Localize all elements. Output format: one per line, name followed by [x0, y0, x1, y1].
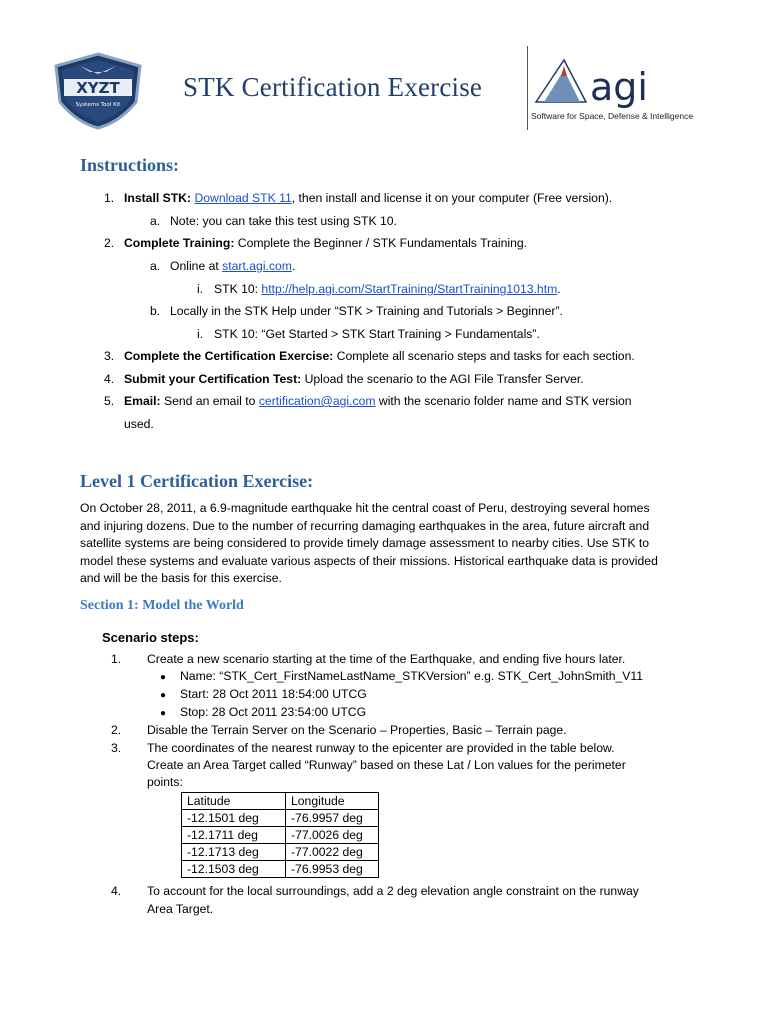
- svg-text:Systems Tool Kit: Systems Tool Kit: [75, 102, 121, 108]
- list-number: 1.: [104, 191, 115, 205]
- list-number: i.: [197, 327, 204, 341]
- bullet-icon: ●: [160, 708, 167, 719]
- item-bold-label: Submit your Certification Test:: [124, 372, 302, 386]
- table-row: [182, 861, 379, 878]
- table-row: [182, 827, 379, 844]
- svg-text:agi: agi: [590, 65, 648, 109]
- scenario-step-continuation: Create an Area Target called “Runway” based on these Lat / Lon values for the perimeter: [147, 758, 626, 772]
- table-cell: -76.9957 deg: [286, 810, 379, 827]
- list-item: [124, 235, 527, 252]
- table-cell: -76.9953 deg: [286, 861, 379, 878]
- table-cell: -77.0022 deg: [286, 844, 379, 861]
- item-text: Upload the scenario to the AGI File Transfer Server.: [301, 372, 584, 386]
- list-number: 4.: [104, 372, 115, 386]
- bullet-icon: ●: [160, 690, 167, 701]
- bullet-icon: ●: [160, 672, 167, 683]
- paragraph-line: and will be the basis for this exercise.: [80, 571, 282, 585]
- table-cell: -12.1713 deg: [182, 844, 286, 861]
- download-stk-link[interactable]: Download STK 11: [194, 191, 292, 205]
- step-number: 2.: [111, 723, 122, 737]
- table-header: Latitude: [182, 793, 286, 810]
- scenario-steps-heading: Scenario steps:: [102, 630, 199, 645]
- paragraph-line: model these systems and evaluate various aspects of their missions. Historical earthquake data is provided: [80, 553, 658, 568]
- item-text: Complete the Beginner / STK Fundamentals Training.: [234, 236, 528, 250]
- item-text: Online at: [170, 259, 223, 273]
- list-item: [124, 371, 584, 388]
- table-cell: -12.1711 deg: [182, 827, 286, 844]
- help-agi-link[interactable]: http://help.agi.com/StartTraining/StartTraining1013.htm: [261, 282, 558, 296]
- bullet-item: Name: “STK_Cert_FirstNameLastName_STKVersion” e.g. STK_Cert_JohnSmith_V11: [180, 669, 644, 683]
- header-divider: [527, 46, 528, 130]
- item-text: .: [557, 282, 561, 296]
- table-cell: -77.0026 deg: [286, 827, 379, 844]
- item-text: .: [291, 259, 296, 273]
- instructions-heading: Instructions:: [80, 155, 180, 175]
- list-number: 2.: [104, 236, 115, 250]
- list-number: b.: [150, 304, 161, 318]
- xyzt-logo-icon: [50, 52, 146, 130]
- agi-logo-icon: [534, 58, 664, 110]
- scenario-step: To account for the local surroundings, add a 2 deg elevation angle constraint on the runway: [147, 884, 639, 898]
- paragraph-line: and injuring dozens. Due to the number of recurring damaging earthquakes in the area, future aircraft and: [80, 518, 650, 533]
- list-number: a.: [150, 214, 161, 228]
- item-text: STK 10:: [214, 282, 262, 296]
- scenario-step-continuation: points:: [147, 775, 183, 789]
- level1-paragraph: [80, 500, 680, 588]
- runway-coordinates-table: [181, 792, 379, 878]
- list-number: i.: [197, 282, 204, 296]
- table-cell: -12.1501 deg: [182, 810, 286, 827]
- list-item: Locally in the STK Help under “STK > Training and Tutorials > Beginner”.: [170, 304, 563, 318]
- agi-tagline: Software for Space, Defense & Intelligence: [531, 111, 694, 121]
- scenario-step: Create a new scenario starting at the time of the Earthquake, and ending five hours later.: [147, 652, 626, 666]
- svg-text:XYZT: XYZT: [76, 79, 120, 97]
- paragraph-line: On October 28, 2011, a 6.9-magnitude earthquake hit the central coast of Peru, destroying several homes: [80, 501, 650, 515]
- item-text: , then install and license it on your computer (Free version).: [291, 191, 613, 205]
- list-item: [170, 258, 295, 275]
- step-number: 3.: [111, 741, 122, 755]
- item-bold-label: Install STK:: [124, 191, 192, 205]
- level1-heading: Level 1 Certification Exercise:: [80, 471, 314, 491]
- list-item: STK 10: “Get Started > STK Start Training > Fundamentals”.: [214, 327, 540, 341]
- table-row: [182, 810, 379, 827]
- scenario-step: The coordinates of the nearest runway to the epicenter are provided in the table below.: [147, 741, 615, 755]
- table-header-row: [182, 793, 379, 810]
- section1-heading: Section 1: Model the World: [80, 598, 244, 613]
- scenario-step: Disable the Terrain Server on the Scenario – Properties, Basic – Terrain page.: [147, 723, 567, 737]
- document-header: [0, 0, 768, 140]
- certification-email-link[interactable]: certification@agi.com: [258, 394, 376, 408]
- step-number: 1.: [111, 652, 122, 666]
- item-text: Send an email to: [160, 394, 259, 408]
- paragraph-line: satellite systems are being considered to provide timely damage assessment to nearby cities. Use STK to: [80, 536, 650, 550]
- table-cell: -12.1503 deg: [182, 861, 286, 878]
- item-text-continuation: used.: [124, 417, 154, 431]
- list-item: [124, 393, 632, 410]
- list-item: [214, 281, 561, 298]
- list-item: [124, 190, 612, 207]
- list-number: a.: [150, 259, 161, 273]
- table-header: Longitude: [286, 793, 379, 810]
- item-bold-label: Email:: [124, 394, 161, 408]
- item-text: with the scenario folder name and STK version: [375, 394, 632, 408]
- item-bold-label: Complete Training:: [124, 236, 235, 250]
- step-number: 4.: [111, 884, 122, 898]
- list-number: 5.: [104, 394, 115, 408]
- item-text: Complete all scenario steps and tasks for each section.: [333, 349, 635, 363]
- table-row: [182, 844, 379, 861]
- bullet-item: Start: 28 Oct 2011 18:54:00 UTCG: [180, 687, 367, 701]
- start-agi-link[interactable]: start.agi.com: [222, 259, 292, 273]
- page-title: STK Certification Exercise: [183, 72, 483, 102]
- list-item: Note: you can take this test using STK 10.: [170, 214, 397, 228]
- list-number: 3.: [104, 349, 115, 363]
- scenario-step-continuation: Area Target.: [147, 902, 214, 916]
- item-bold-label: Complete the Certification Exercise:: [124, 349, 334, 363]
- list-item: [124, 348, 635, 365]
- bullet-item: Stop: 28 Oct 2011 23:54:00 UTCG: [180, 705, 367, 719]
